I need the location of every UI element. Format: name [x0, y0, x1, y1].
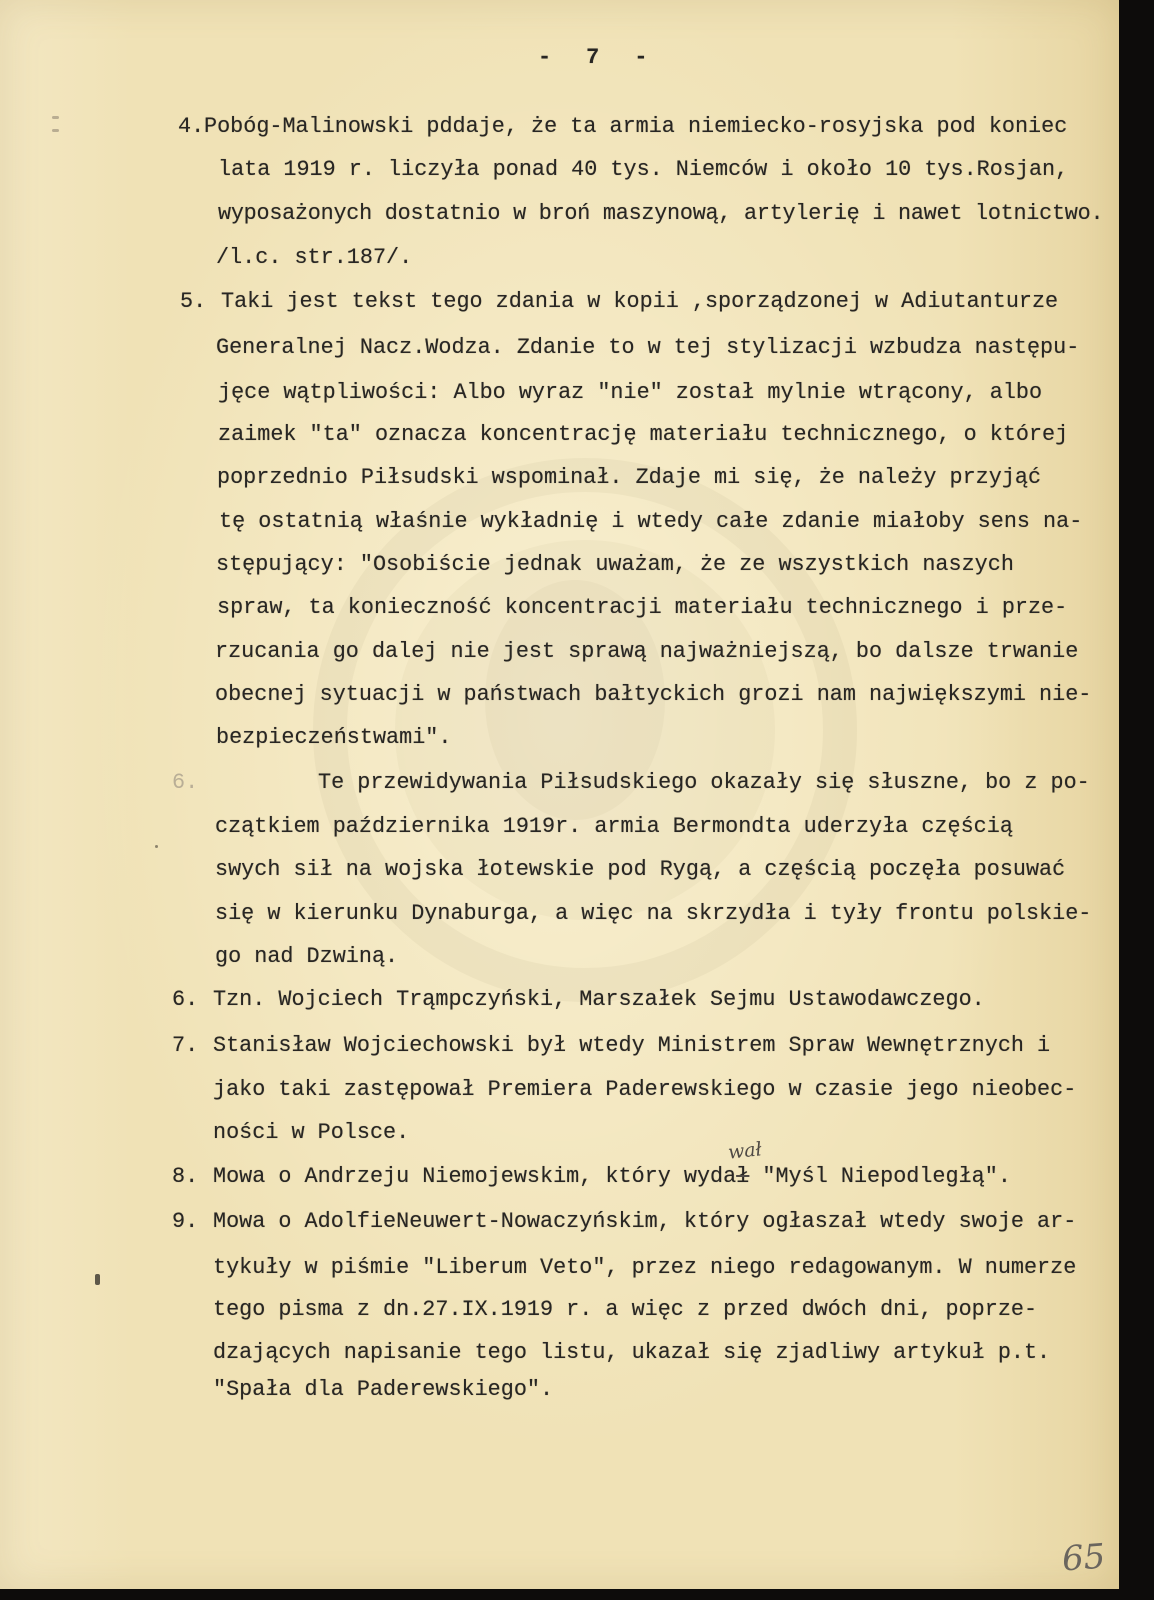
note-5-line-1: Taki jest tekst tego zdania w kopii ,sporządzonej w Adiutanturze: [221, 289, 1059, 314]
note-5-line-2: Generalnej Nacz.Wodza. Zdanie to w tej stylizacji wzbudza następu-: [216, 335, 1080, 360]
note-7-line-2: jako taki zastępował Premiera Paderewskiego w czasie jego nieobec-: [213, 1077, 1077, 1102]
note-9-line-1: Mowa o AdolfieNeuwert-Nowaczyńskim, który ogłaszał wtedy swoje ar-: [213, 1209, 1077, 1234]
ink-spot: [95, 1274, 100, 1285]
note-9-line-3: tego pisma z dn.27.IX.1919 r. a więc z przed dwóch dni, poprze-: [213, 1297, 1038, 1322]
note-4-line-1: Pobóg-Malinowski pddaje, że ta armia niemiecko-rosyjska pod koniec: [204, 114, 1068, 139]
note-4-line-2: lata 1919 r. liczyła ponad 40 tys. Niemców i około 10 tys.Rosjan,: [218, 157, 1069, 182]
note-6a-number: 6.: [172, 770, 199, 795]
note-4-line-3: wyposażonych dostatnio w broń maszynową, artylerię i nawet lotnictwo.: [218, 201, 1104, 226]
note-9-line-2: tykuły w piśmie "Liberum Veto", przez niego redagowanym. W numerze: [213, 1255, 1077, 1280]
note-6a-line-3: swych sił na wojska łotewskie pod Rygą, a częścią poczęła posuwać: [215, 857, 1066, 882]
note-5-line-5: poprzednio Piłsudski wspominał. Zdaje mi się, że należy przyjąć: [217, 465, 1042, 490]
note-5-line-11: bezpieczeństwami".: [216, 725, 452, 750]
note-9-line-5: "Spała dla Paderewskiego".: [213, 1377, 554, 1402]
note-4-line-4: /l.c. str.187/.: [216, 245, 413, 270]
punch-mark: [52, 116, 59, 119]
note-8-text-after: "Myśl Niepodległą".: [749, 1164, 1011, 1189]
note-6-line-1: Tzn. Wojciech Trąmpczyński, Marszałek Sejmu Ustawodawczego.: [213, 987, 985, 1012]
handwritten-folio-number: 65: [1060, 1536, 1107, 1580]
note-6a-line-1: Te przewidywania Piłsudskiego okazały się słuszne, bo z po-: [318, 770, 1090, 795]
note-6a-line-5: go nad Dzwiną.: [215, 944, 399, 969]
note-5-line-8: spraw, ta konieczność koncentracji materiału technicznego i prze-: [217, 595, 1068, 620]
note-7-line-1: Stanisław Wojciechowski był wtedy Ministrem Spraw Wewnętrznych i: [213, 1033, 1051, 1058]
note-7-line-3: ności w Polsce.: [213, 1120, 410, 1145]
note-6a-line-2: czątkiem października 1919r. armia Bermondta uderzyła częścią: [215, 814, 1013, 839]
note-4-number: 4.: [178, 114, 205, 139]
note-5-line-6: tę ostatnią właśnie wykładnię i wtedy całe zdanie miałoby sens na-: [219, 509, 1083, 534]
note-5-line-10: obecnej sytuacji w państwach bałtyckich grozi nam największymi nie-: [215, 682, 1092, 707]
note-9-line-4: dzających napisanie tego listu, ukazał się zjadliwy artykuł p.t.: [213, 1340, 1051, 1365]
handwritten-correction: wał: [726, 1138, 763, 1164]
note-5-line-3: jęce wątpliwości: Albo wyraz "nie" został mylnie wtrącony, albo: [218, 380, 1043, 405]
note-8-line-1: [213, 1163, 1011, 1191]
punch-mark: [52, 129, 59, 132]
note-7-number: 7.: [172, 1033, 199, 1058]
note-5-line-9: rzucania go dalej nie jest sprawą najważniejszą, bo dalsze trwanie: [215, 639, 1079, 664]
note-9-number: 9.: [172, 1209, 199, 1234]
note-5-number: 5.: [180, 289, 207, 314]
note-8-number: 8.: [172, 1164, 199, 1189]
note-5-line-4: zaimek "ta" oznacza koncentrację materiału technicznego, o której: [218, 422, 1069, 447]
note-5-line-7: stępujący: "Osobiście jednak uważam, że ze wszystkich naszych: [216, 552, 1014, 577]
ink-spot: [155, 845, 158, 848]
note-6a-line-4: się w kierunku Dynaburga, a więc na skrzydła i tyły frontu polskie-: [215, 901, 1092, 926]
note-8-text-before: Mowa o Andrzeju Niemojewskim, który wyda: [213, 1164, 737, 1189]
struck-out-letter: ł: [736, 1164, 750, 1189]
note-6-number: 6.: [172, 987, 199, 1012]
page-number: - 7 -: [538, 45, 659, 70]
